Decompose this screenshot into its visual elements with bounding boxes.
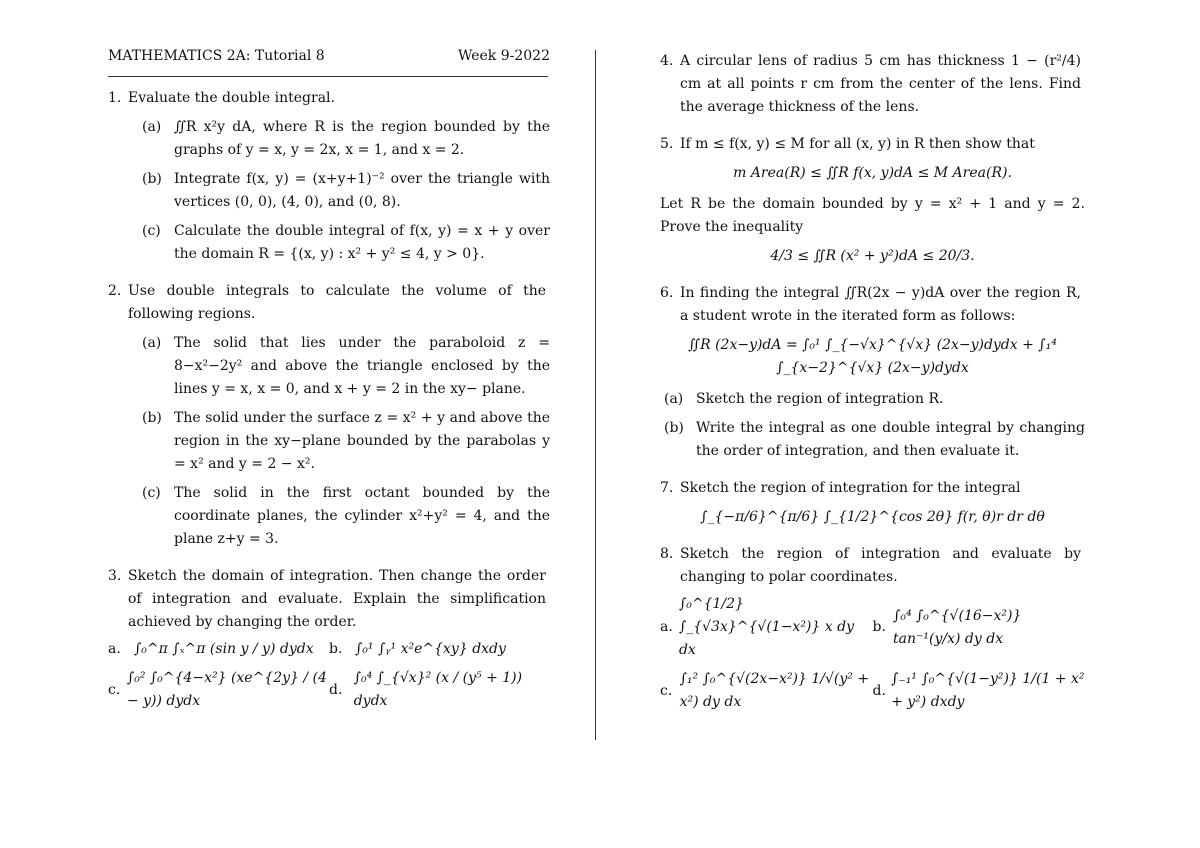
problem-number: 3. (108, 568, 122, 584)
display-inequality: 4/3 ≤ ∬R (x² + y²)dA ≤ 20/3. (770, 248, 975, 264)
part-1c (142, 220, 550, 266)
problem-number: 5. (660, 136, 674, 152)
integral-expression: ∫₀^{1/2} ∫_{√3x}^{√(1−x²)} x dy dx (678, 596, 854, 658)
integral-3d (329, 667, 550, 713)
problem-text: If m ≤ f(x, y) ≤ M for all (x, y) in R then show that (680, 136, 1035, 152)
part-text: Calculate the double integral of f(x, y) = x + y over the domain R = {(x, y) : x² + y² ≤ 4, y > 0}. (174, 223, 550, 262)
integral-label: d. (872, 682, 886, 699)
integral-label: a. (108, 641, 121, 657)
problem-number: 4. (660, 53, 674, 69)
problem-text-continued: Let R be the domain bounded by y = x² + 1 and y = 2. Prove the inequality (660, 196, 1085, 235)
right-column (660, 50, 1085, 728)
part-6a (664, 388, 1085, 411)
integral-label: c. (660, 682, 673, 699)
integral-8c (660, 668, 873, 714)
part-text: Sketch the region of integration R. (696, 391, 944, 407)
problem-3 (108, 565, 550, 713)
week-label: Week 9-2022 (457, 48, 550, 64)
display-equation: m Area(R) ≤ ∬R f(x, y)dA ≤ M Area(R). (733, 165, 1012, 181)
problem-text: Evaluate the double integral. (128, 90, 335, 106)
part-2b (142, 407, 550, 476)
problem-8 (660, 543, 1085, 714)
column-divider (595, 50, 596, 740)
problem-5 (660, 133, 1085, 268)
part-text: The solid that lies under the paraboloid z = 8−x²−2y² and above the triangle enclosed by the lines y = x, x = 0, and x + y = 2 in the xy− plane. (174, 335, 550, 397)
integral-label: b. (329, 641, 343, 657)
problem-text: Sketch the domain of integration. Then change the order of integration and evaluate. Explain the simplification achieved by changing the order. (128, 568, 546, 630)
part-label: (c) (142, 223, 161, 239)
problem-6 (660, 282, 1085, 463)
part-label: (b) (142, 410, 162, 426)
problem-text: Sketch the region of integration and evaluate by changing to polar coordinates. (680, 546, 1081, 585)
part-text: ∬R x²y dA, where R is the region bounded by the graphs of y = x, y = 2x, x = 1, and x = 2. (174, 119, 550, 158)
problem-number: 6. (660, 285, 674, 301)
integral-8a (660, 593, 873, 662)
part-label: (b) (664, 420, 684, 436)
course-title: MATHEMATICS 2A: Tutorial 8 (108, 48, 325, 64)
problem-1 (108, 87, 550, 266)
part-text: The solid in the first octant bounded by the coordinate planes, the cylinder x²+y² = 4, and the plane z+y = 3. (174, 485, 550, 547)
integral-label: c. (108, 681, 121, 698)
part-6b (664, 417, 1085, 463)
header-rule (108, 76, 548, 77)
problem-number: 2. (108, 283, 122, 299)
part-2a (142, 332, 550, 401)
problem-text: In finding the integral ∬R(2x − y)dA over the region R, a student wrote in the iterated form as follows: (680, 285, 1081, 324)
display-equation: ∬R (2x−y)dA = ∫₀¹ ∫_{−√x}^{√x} (2x−y)dydx + ∫₁⁴ ∫_{x−2}^{√x} (2x−y)dydx (688, 337, 1057, 376)
problem-number: 8. (660, 546, 674, 562)
integral-8d (873, 668, 1086, 714)
part-2c (142, 482, 550, 551)
integral-3c (108, 667, 329, 713)
integral-grid (660, 593, 1085, 714)
display-equation: ∫_{−π/6}^{π/6} ∫_{1/2}^{cos 2θ} f(r, θ)r dr dθ (700, 509, 1045, 525)
integral-expression: ∫₀² ∫₀^{4−x²} (xe^{2y} / (4 − y)) dydx (126, 670, 327, 709)
problem-text: A circular lens of radius 5 cm has thickness 1 − (r²/4) cm at all points r cm from the center of the lens. Find the average thickness of the lens. (680, 53, 1081, 115)
part-text: Write the integral as one double integral by changing the order of integration, and then evaluate it. (696, 420, 1085, 459)
part-label: (c) (142, 485, 161, 501)
part-label: (a) (664, 391, 684, 407)
integral-expression: ∫₀^π ∫ₓ^π (sin y / y) dydx (134, 641, 314, 657)
integral-3b (329, 638, 550, 661)
integral-expression: ∫₀⁴ ∫₀^{√(16−x²)} tan⁻¹(y/x) dy dx (893, 607, 1022, 647)
integral-expression: ∫₀¹ ∫ᵧ¹ x²e^{xy} dxdy (355, 641, 506, 657)
part-label: (a) (142, 119, 162, 135)
integral-expression: ∫₋₁¹ ∫₀^{√(1−y²)} 1/(1 + x² + y²) dxdy (891, 671, 1085, 710)
problem-2 (108, 280, 550, 551)
problem-7 (660, 477, 1085, 529)
problem-text: Use double integrals to calculate the volume of the following regions. (128, 283, 546, 322)
part-1b (142, 168, 550, 214)
left-column (108, 48, 550, 727)
integral-label: b. (872, 619, 886, 635)
part-label: (a) (142, 335, 162, 351)
page-header (108, 48, 550, 70)
problem-number: 7. (660, 480, 674, 496)
integral-3a (108, 638, 329, 661)
part-label: (b) (142, 171, 162, 187)
problem-number: 1. (108, 90, 122, 106)
integral-expression: ∫₁² ∫₀^{√(2x−x²)} 1/√(y² + x²) dy dx (679, 671, 870, 710)
integral-8b (873, 593, 1086, 662)
integral-label: a. (660, 619, 673, 635)
integral-label: d. (329, 681, 343, 698)
integral-expression: ∫₀⁴ ∫_{√x}² (x / (y⁵ + 1)) dydx (353, 670, 523, 709)
problem-text: Sketch the region of integration for the integral (680, 480, 1021, 496)
part-text: Integrate f(x, y) = (x+y+1)⁻² over the triangle with vertices (0, 0), (4, 0), and (0, 8). (174, 171, 550, 210)
problem-4 (660, 50, 1085, 119)
integral-grid (108, 638, 550, 713)
part-1a (142, 116, 550, 162)
part-text: The solid under the surface z = x² + y and above the region in the xy−plane bounded by the parabolas y = x² and y = 2 − x². (174, 410, 550, 472)
